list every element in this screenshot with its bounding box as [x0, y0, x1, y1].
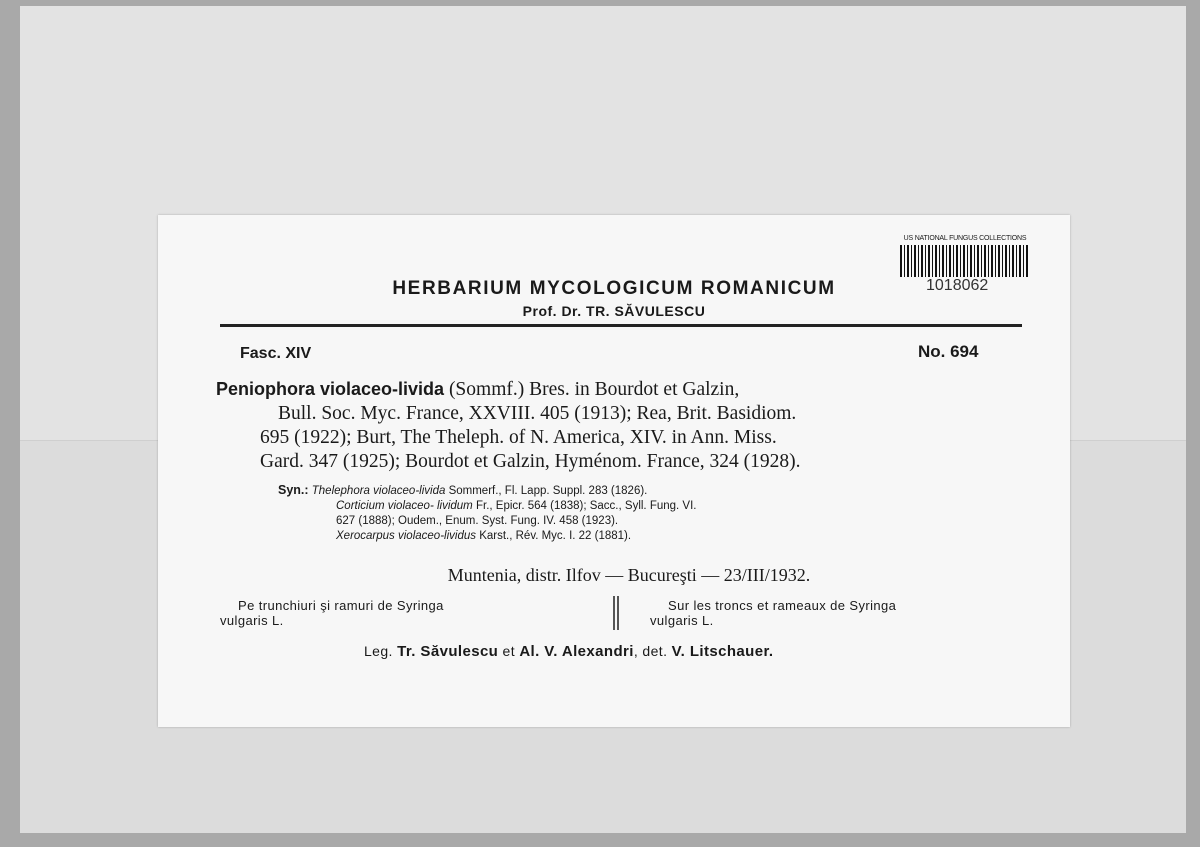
authority-line-1: (Sommf.) Bres. in Bourdot et Galzin, [448, 379, 740, 400]
authority-line-3: 695 (1922); Burt, The Theleph. of N. America, XIV. in Ann. Miss. [260, 427, 777, 448]
taxon-citation [216, 377, 1026, 474]
collector-1: Tr. Săvulescu [397, 643, 499, 660]
habitat-ro-line-1: Pe trunchiuri şi ramuri de Syringa [238, 598, 444, 613]
synonym-1-name: Thelephora violaceo-livida [311, 485, 446, 497]
header-rule [220, 324, 1022, 327]
habitat-french [650, 598, 1030, 628]
det-label: , det. [633, 643, 668, 659]
specimen-number: No. 694 [918, 342, 979, 361]
institution-curator: Prof. Dr. TR. SĂVULESCU [522, 303, 706, 319]
fascicle: Fasc. XIV [240, 345, 312, 362]
barcode-image [900, 245, 1028, 277]
synonym-2-name: Corticium violaceo- lividum [336, 500, 473, 512]
habitat-romanian [220, 598, 600, 628]
synonym-2-ref-cont: 627 (1888); Oudem., Enum. Syst. Fung. IV. 458 (1923). [336, 515, 619, 527]
synonym-3 [278, 529, 1038, 544]
habitat-fr-line-2: vulgaris L. [650, 613, 714, 628]
leg-label: Leg. [364, 643, 393, 659]
specimen-label [158, 215, 1070, 727]
habitat-divider [613, 596, 619, 630]
synonyms-block [278, 483, 1038, 544]
institution-name: HERBARIUM MYCOLOGICUM ROMANICUM [392, 278, 836, 299]
synonym-3-ref: Karst., Rév. Myc. I. 22 (1881). [479, 530, 632, 542]
synonym-3-name: Xerocarpus violaceo-lividus [336, 530, 476, 542]
locality: Muntenia, distr. Ilfov — Bucureşti — 23/III/1932. [447, 565, 811, 585]
synonym-1-ref: Sommerf., Fl. Lapp. Suppl. 283 (1826). [448, 485, 648, 497]
synonym-2 [278, 499, 1038, 514]
authority-line-4: Gard. 347 (1925); Bourdot et Galzin, Hyménom. France, 324 (1928). [260, 451, 801, 472]
habitat-ro-line-2: vulgaris L. [220, 613, 284, 628]
et-conjunction: et [502, 643, 516, 659]
accession-number: 1018062 [926, 277, 989, 294]
collector-2: Al. V. Alexandri [519, 643, 634, 660]
species-name: Peniophora violaceo-livida [216, 379, 445, 399]
synonyms-label: Syn.: [278, 483, 309, 497]
collectors-line [364, 643, 773, 660]
synonym-2-ref: Fr., Epicr. 564 (1838); Sacc., Syll. Fung. VI. [475, 500, 697, 512]
barcode-caption: US NATIONAL FUNGUS COLLECTIONS [903, 235, 1027, 242]
habitat-fr-line-1: Sur les troncs et rameaux de Syringa [668, 598, 897, 613]
determiner: V. Litschauer. [671, 643, 774, 660]
authority-line-2: Bull. Soc. Myc. France, XXVIII. 405 (1913); Rea, Brit. Basidiom. [278, 403, 797, 424]
